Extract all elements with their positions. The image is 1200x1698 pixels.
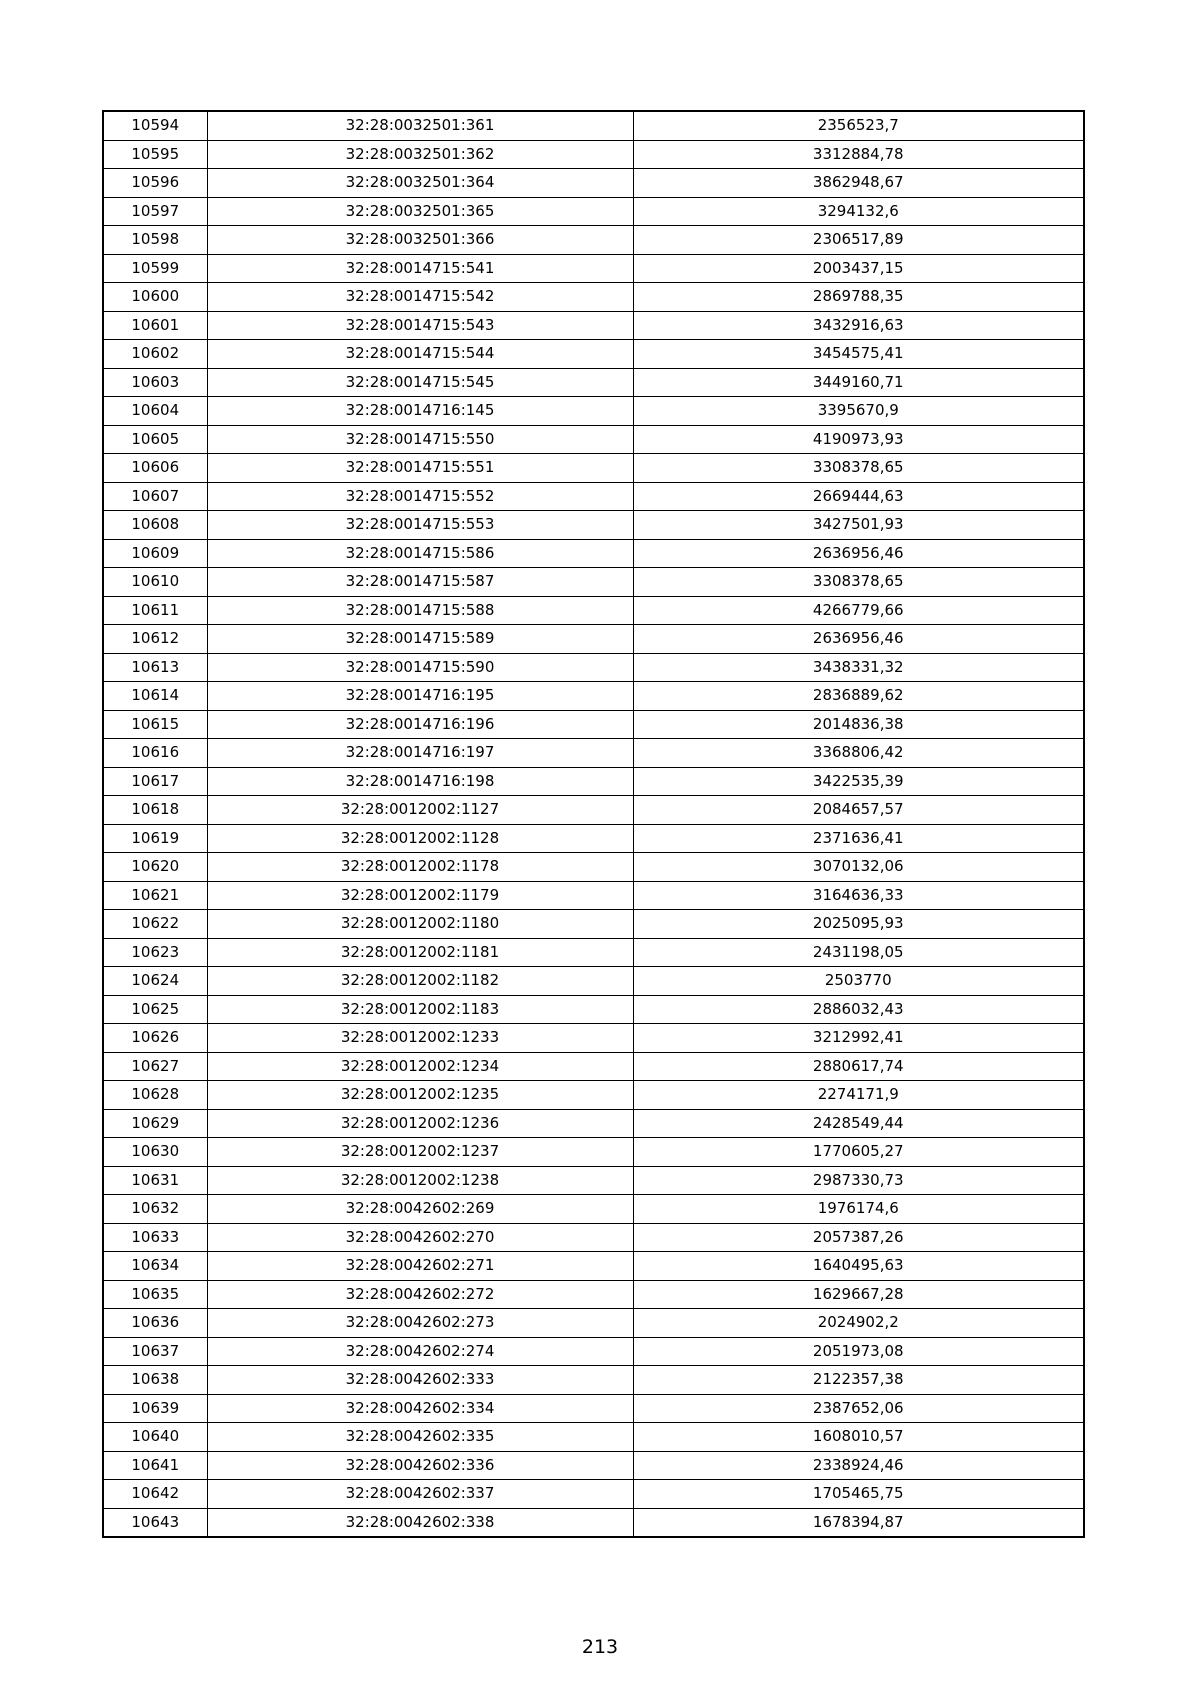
cadastral-value-cell: 3312884,78 [633, 140, 1084, 169]
table-row [103, 995, 1084, 1024]
table-row [103, 1451, 1084, 1480]
cadastral-number-cell: 32:28:0042602:273 [207, 1309, 633, 1338]
row-number-cell: 10601 [103, 311, 207, 340]
row-number-cell: 10594 [103, 111, 207, 140]
table-row [103, 1166, 1084, 1195]
table-row [103, 368, 1084, 397]
cadastral-value-cell: 1770605,27 [633, 1138, 1084, 1167]
table-row [103, 340, 1084, 369]
cadastral-value-cell: 2431198,05 [633, 938, 1084, 967]
cadastral-value-table [102, 110, 1085, 1538]
table-row [103, 169, 1084, 198]
row-number-cell: 10617 [103, 767, 207, 796]
table-row [103, 1394, 1084, 1423]
table-row [103, 1195, 1084, 1224]
cadastral-number-cell: 32:28:0042602:336 [207, 1451, 633, 1480]
table-row [103, 710, 1084, 739]
row-number-cell: 10639 [103, 1394, 207, 1423]
cadastral-value-cell: 3427501,93 [633, 511, 1084, 540]
row-number-cell: 10611 [103, 596, 207, 625]
row-number-cell: 10606 [103, 454, 207, 483]
cadastral-number-cell: 32:28:0014715:589 [207, 625, 633, 654]
table-row [103, 853, 1084, 882]
row-number-cell: 10636 [103, 1309, 207, 1338]
row-number-cell: 10598 [103, 226, 207, 255]
cadastral-value-cell: 3308378,65 [633, 454, 1084, 483]
cadastral-value-cell: 2014836,38 [633, 710, 1084, 739]
cadastral-value-cell: 3395670,9 [633, 397, 1084, 426]
cadastral-number-cell: 32:28:0042602:338 [207, 1508, 633, 1537]
row-number-cell: 10599 [103, 254, 207, 283]
cadastral-number-cell: 32:28:0012002:1238 [207, 1166, 633, 1195]
row-number-cell: 10621 [103, 881, 207, 910]
row-number-cell: 10615 [103, 710, 207, 739]
cadastral-value-cell: 2025095,93 [633, 910, 1084, 939]
table-row [103, 967, 1084, 996]
cadastral-number-cell: 32:28:0042602:337 [207, 1480, 633, 1509]
row-number-cell: 10637 [103, 1337, 207, 1366]
cadastral-number-cell: 32:28:0014715:544 [207, 340, 633, 369]
table-row [103, 397, 1084, 426]
row-number-cell: 10610 [103, 568, 207, 597]
cadastral-number-cell: 32:28:0042602:269 [207, 1195, 633, 1224]
cadastral-value-cell: 3294132,6 [633, 197, 1084, 226]
table-row [103, 511, 1084, 540]
table-row [103, 283, 1084, 312]
cadastral-number-cell: 32:28:0012002:1234 [207, 1052, 633, 1081]
cadastral-value-cell: 2880617,74 [633, 1052, 1084, 1081]
row-number-cell: 10625 [103, 995, 207, 1024]
table-row [103, 1252, 1084, 1281]
table-row [103, 1309, 1084, 1338]
cadastral-number-cell: 32:28:0012002:1128 [207, 824, 633, 853]
table-row [103, 767, 1084, 796]
row-number-cell: 10616 [103, 739, 207, 768]
table-row [103, 140, 1084, 169]
row-number-cell: 10640 [103, 1423, 207, 1452]
table-row [103, 1052, 1084, 1081]
table-row [103, 111, 1084, 140]
cadastral-number-cell: 32:28:0014715:587 [207, 568, 633, 597]
cadastral-value-cell: 2387652,06 [633, 1394, 1084, 1423]
table-row [103, 1223, 1084, 1252]
cadastral-value-cell: 2084657,57 [633, 796, 1084, 825]
cadastral-value-cell: 4190973,93 [633, 425, 1084, 454]
table-row [103, 539, 1084, 568]
cadastral-number-cell: 32:28:0012002:1182 [207, 967, 633, 996]
cadastral-value-cell: 2003437,15 [633, 254, 1084, 283]
cadastral-number-cell: 32:28:0042602:335 [207, 1423, 633, 1452]
table-row [103, 568, 1084, 597]
cadastral-number-cell: 32:28:0032501:366 [207, 226, 633, 255]
cadastral-value-cell: 1705465,75 [633, 1480, 1084, 1509]
row-number-cell: 10618 [103, 796, 207, 825]
cadastral-value-cell: 1678394,87 [633, 1508, 1084, 1537]
table-body [103, 111, 1084, 1537]
row-number-cell: 10604 [103, 397, 207, 426]
cadastral-number-cell: 32:28:0032501:364 [207, 169, 633, 198]
row-number-cell: 10624 [103, 967, 207, 996]
cadastral-value-cell: 2024902,2 [633, 1309, 1084, 1338]
cadastral-value-cell: 2274171,9 [633, 1081, 1084, 1110]
table-row [103, 653, 1084, 682]
cadastral-number-cell: 32:28:0014715:550 [207, 425, 633, 454]
table-row [103, 682, 1084, 711]
row-number-cell: 10595 [103, 140, 207, 169]
table-row [103, 1280, 1084, 1309]
cadastral-number-cell: 32:28:0042602:334 [207, 1394, 633, 1423]
row-number-cell: 10633 [103, 1223, 207, 1252]
table-row [103, 824, 1084, 853]
cadastral-number-cell: 32:28:0014716:197 [207, 739, 633, 768]
table-row [103, 881, 1084, 910]
row-number-cell: 10641 [103, 1451, 207, 1480]
row-number-cell: 10627 [103, 1052, 207, 1081]
cadastral-number-cell: 32:28:0014716:196 [207, 710, 633, 739]
cadastral-number-cell: 32:28:0014715:542 [207, 283, 633, 312]
cadastral-value-cell: 4266779,66 [633, 596, 1084, 625]
row-number-cell: 10628 [103, 1081, 207, 1110]
cadastral-value-cell: 3422535,39 [633, 767, 1084, 796]
row-number-cell: 10620 [103, 853, 207, 882]
table-row [103, 454, 1084, 483]
cadastral-number-cell: 32:28:0012002:1233 [207, 1024, 633, 1053]
table-row [103, 482, 1084, 511]
table-row [103, 311, 1084, 340]
table-row [103, 1109, 1084, 1138]
page-number: 213 [581, 1636, 619, 1658]
cadastral-number-cell: 32:28:0042602:333 [207, 1366, 633, 1395]
row-number-cell: 10632 [103, 1195, 207, 1224]
cadastral-value-cell: 2503770 [633, 967, 1084, 996]
cadastral-value-cell: 2636956,46 [633, 539, 1084, 568]
cadastral-number-cell: 32:28:0012002:1183 [207, 995, 633, 1024]
row-number-cell: 10612 [103, 625, 207, 654]
cadastral-number-cell: 32:28:0012002:1235 [207, 1081, 633, 1110]
table-row [103, 226, 1084, 255]
row-number-cell: 10631 [103, 1166, 207, 1195]
cadastral-value-cell: 3368806,42 [633, 739, 1084, 768]
row-number-cell: 10638 [103, 1366, 207, 1395]
row-number-cell: 10596 [103, 169, 207, 198]
row-number-cell: 10614 [103, 682, 207, 711]
cadastral-number-cell: 32:28:0042602:274 [207, 1337, 633, 1366]
table-row [103, 1024, 1084, 1053]
table-row [103, 1337, 1084, 1366]
row-number-cell: 10629 [103, 1109, 207, 1138]
row-number-cell: 10607 [103, 482, 207, 511]
cadastral-number-cell: 32:28:0012002:1237 [207, 1138, 633, 1167]
table-row [103, 425, 1084, 454]
cadastral-number-cell: 32:28:0014715:590 [207, 653, 633, 682]
cadastral-value-cell: 2869788,35 [633, 283, 1084, 312]
cadastral-number-cell: 32:28:0012002:1178 [207, 853, 633, 882]
cadastral-value-cell: 3070132,06 [633, 853, 1084, 882]
cadastral-value-cell: 2338924,46 [633, 1451, 1084, 1480]
table-row [103, 1480, 1084, 1509]
cadastral-value-cell: 3438331,32 [633, 653, 1084, 682]
cadastral-number-cell: 32:28:0012002:1236 [207, 1109, 633, 1138]
table-row [103, 625, 1084, 654]
table-row [103, 739, 1084, 768]
cadastral-number-cell: 32:28:0012002:1180 [207, 910, 633, 939]
cadastral-number-cell: 32:28:0042602:270 [207, 1223, 633, 1252]
table-row [103, 1366, 1084, 1395]
cadastral-number-cell: 32:28:0012002:1179 [207, 881, 633, 910]
cadastral-value-cell: 2836889,62 [633, 682, 1084, 711]
cadastral-number-cell: 32:28:0014715:552 [207, 482, 633, 511]
cadastral-number-cell: 32:28:0012002:1181 [207, 938, 633, 967]
cadastral-number-cell: 32:28:0032501:362 [207, 140, 633, 169]
cadastral-number-cell: 32:28:0014715:543 [207, 311, 633, 340]
cadastral-value-cell: 2306517,89 [633, 226, 1084, 255]
cadastral-value-cell: 3212992,41 [633, 1024, 1084, 1053]
row-number-cell: 10635 [103, 1280, 207, 1309]
cadastral-value-cell: 1629667,28 [633, 1280, 1084, 1309]
row-number-cell: 10642 [103, 1480, 207, 1509]
cadastral-value-cell: 2122357,38 [633, 1366, 1084, 1395]
table-row [103, 910, 1084, 939]
table-row [103, 938, 1084, 967]
row-number-cell: 10600 [103, 283, 207, 312]
cadastral-number-cell: 32:28:0014716:195 [207, 682, 633, 711]
cadastral-value-cell: 2886032,43 [633, 995, 1084, 1024]
row-number-cell: 10605 [103, 425, 207, 454]
cadastral-number-cell: 32:28:0014715:588 [207, 596, 633, 625]
cadastral-number-cell: 32:28:0014715:553 [207, 511, 633, 540]
cadastral-value-cell: 3308378,65 [633, 568, 1084, 597]
row-number-cell: 10623 [103, 938, 207, 967]
cadastral-value-cell: 2428549,44 [633, 1109, 1084, 1138]
cadastral-number-cell: 32:28:0032501:365 [207, 197, 633, 226]
row-number-cell: 10602 [103, 340, 207, 369]
row-number-cell: 10608 [103, 511, 207, 540]
table-row [103, 1508, 1084, 1537]
cadastral-value-cell: 2057387,26 [633, 1223, 1084, 1252]
cadastral-value-cell: 2987330,73 [633, 1166, 1084, 1195]
row-number-cell: 10643 [103, 1508, 207, 1537]
table-row [103, 1423, 1084, 1452]
row-number-cell: 10613 [103, 653, 207, 682]
table-row [103, 197, 1084, 226]
cadastral-value-cell: 3164636,33 [633, 881, 1084, 910]
cadastral-number-cell: 32:28:0014716:198 [207, 767, 633, 796]
cadastral-value-cell: 1640495,63 [633, 1252, 1084, 1281]
row-number-cell: 10630 [103, 1138, 207, 1167]
cadastral-value-cell: 2669444,63 [633, 482, 1084, 511]
cadastral-value-cell: 3862948,67 [633, 169, 1084, 198]
cadastral-number-cell: 32:28:0014715:545 [207, 368, 633, 397]
cadastral-number-cell: 32:28:0042602:271 [207, 1252, 633, 1281]
cadastral-number-cell: 32:28:0042602:272 [207, 1280, 633, 1309]
cadastral-number-cell: 32:28:0012002:1127 [207, 796, 633, 825]
cadastral-number-cell: 32:28:0032501:361 [207, 111, 633, 140]
cadastral-value-cell: 3449160,71 [633, 368, 1084, 397]
row-number-cell: 10622 [103, 910, 207, 939]
table-row [103, 1138, 1084, 1167]
table-row [103, 796, 1084, 825]
cadastral-value-cell: 2356523,7 [633, 111, 1084, 140]
cadastral-number-cell: 32:28:0014716:145 [207, 397, 633, 426]
cadastral-value-cell: 3454575,41 [633, 340, 1084, 369]
cadastral-value-cell: 1976174,6 [633, 1195, 1084, 1224]
row-number-cell: 10619 [103, 824, 207, 853]
cadastral-number-cell: 32:28:0014715:586 [207, 539, 633, 568]
cadastral-value-cell: 2636956,46 [633, 625, 1084, 654]
cadastral-number-cell: 32:28:0014715:541 [207, 254, 633, 283]
table-row [103, 254, 1084, 283]
cadastral-value-cell: 1608010,57 [633, 1423, 1084, 1452]
row-number-cell: 10626 [103, 1024, 207, 1053]
cadastral-number-cell: 32:28:0014715:551 [207, 454, 633, 483]
row-number-cell: 10597 [103, 197, 207, 226]
table-row [103, 596, 1084, 625]
table-row [103, 1081, 1084, 1110]
row-number-cell: 10609 [103, 539, 207, 568]
row-number-cell: 10603 [103, 368, 207, 397]
cadastral-value-cell: 3432916,63 [633, 311, 1084, 340]
cadastral-value-cell: 2051973,08 [633, 1337, 1084, 1366]
row-number-cell: 10634 [103, 1252, 207, 1281]
cadastral-value-cell: 2371636,41 [633, 824, 1084, 853]
